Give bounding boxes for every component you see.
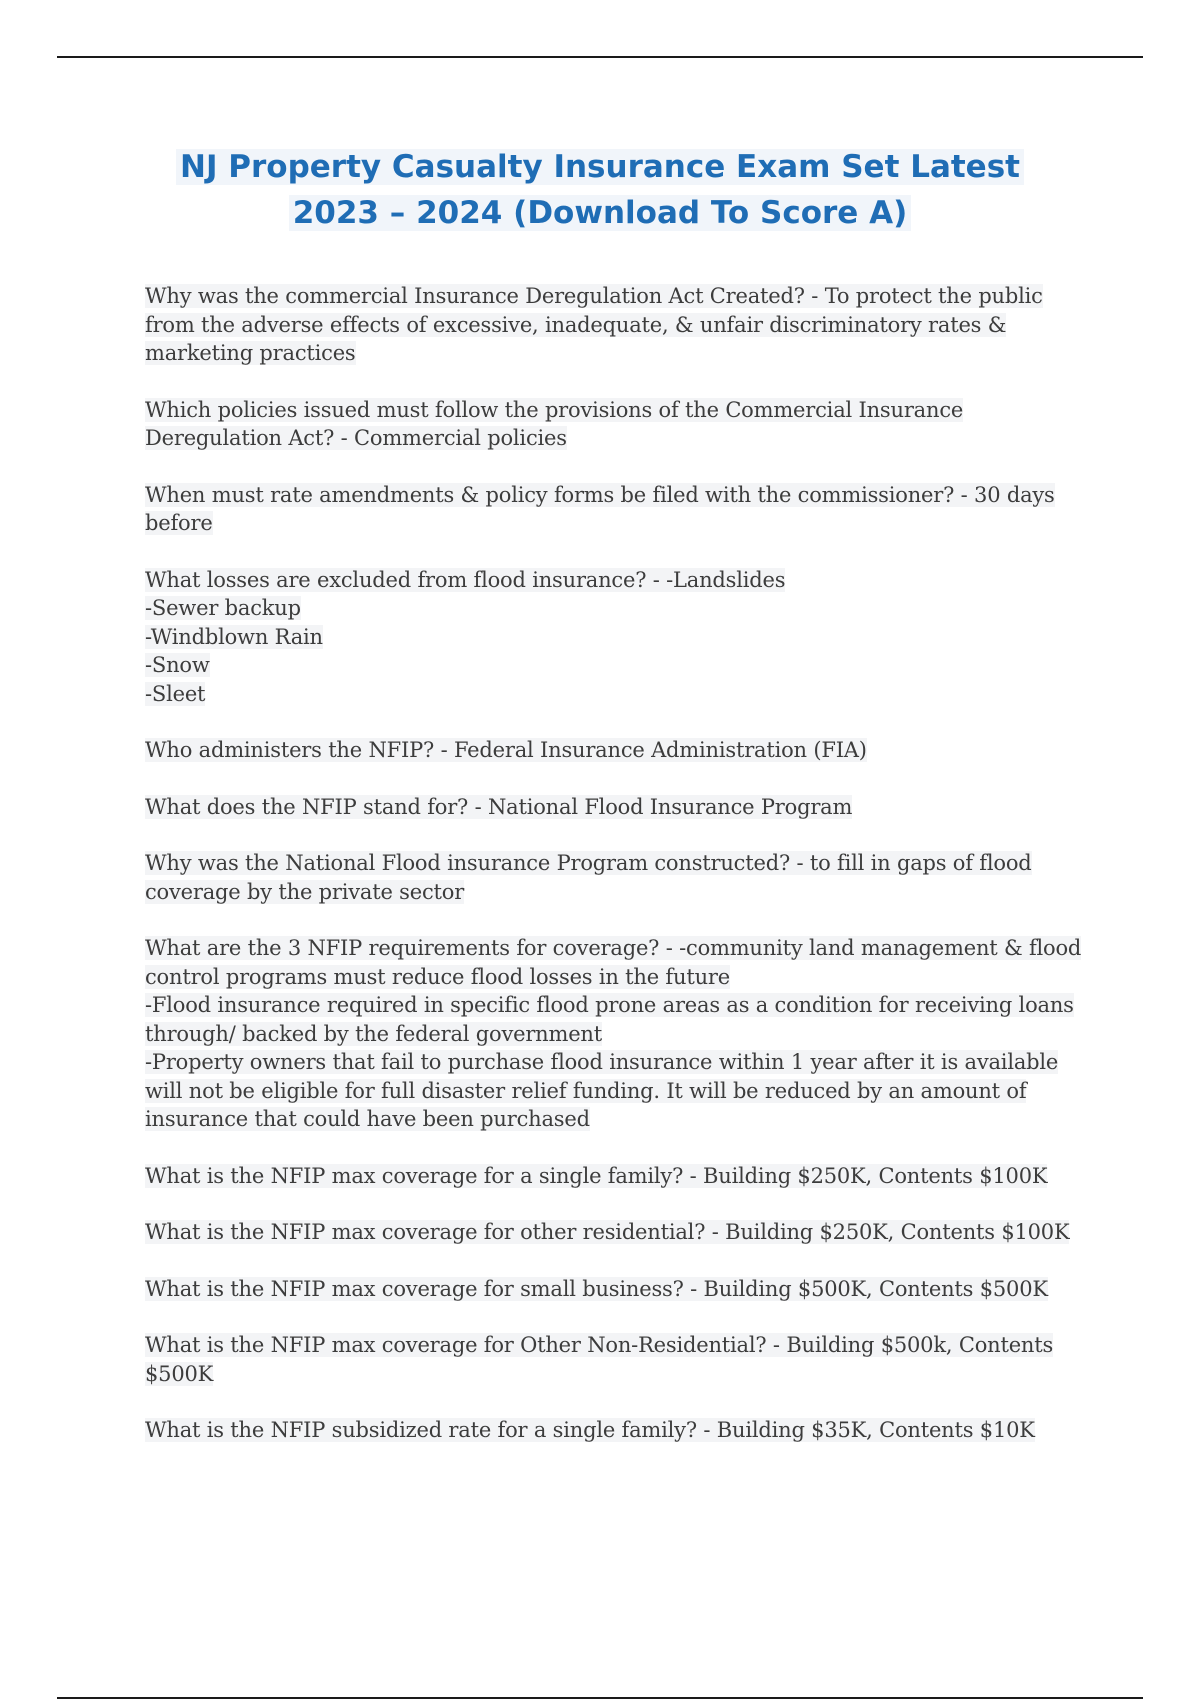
question-text: What is the NFIP max coverage for small business? bbox=[145, 1276, 684, 1301]
question-text: Which policies issued must follow the provisions of the Commercial Insurance Deregulation Act? bbox=[145, 397, 964, 450]
answer-line: -community land management & flood control programs must reduce flood losses in the future bbox=[145, 936, 1082, 989]
answer-line: -Sleet bbox=[145, 681, 206, 706]
qa-separator: - bbox=[705, 1220, 726, 1244]
answer-text: Building $35K, Contents $10K bbox=[716, 1418, 1035, 1442]
answer-line: -Snow bbox=[145, 653, 210, 677]
qa-item bbox=[145, 793, 1085, 822]
bottom-rule bbox=[57, 1697, 1143, 1699]
qa-item bbox=[145, 849, 1085, 906]
qa-separator: - bbox=[683, 1163, 704, 1188]
qa-line bbox=[145, 651, 1085, 680]
question-text: Who administers the NFIP? bbox=[145, 738, 435, 762]
title-line-2: 2023 – 2024 (Download To Score A) bbox=[289, 195, 912, 231]
question-text: Why was the commercial Insurance Deregulation Act Created? bbox=[145, 284, 805, 308]
qa-item bbox=[145, 566, 1085, 709]
qa-item bbox=[145, 1218, 1085, 1247]
qa-separator: - bbox=[804, 284, 825, 308]
qa-item bbox=[145, 481, 1085, 538]
question-text: What does the NFIP stand for? bbox=[145, 794, 469, 819]
qa-item bbox=[145, 1416, 1085, 1445]
title-line-1: NJ Property Casualty Insurance Exam Set Latest bbox=[176, 149, 1024, 185]
qa-item bbox=[145, 396, 1085, 453]
qa-separator: - bbox=[766, 1333, 787, 1357]
answer-text: Building $250K, Contents $100K bbox=[725, 1220, 1070, 1244]
qa-line bbox=[145, 594, 1085, 623]
qa-item bbox=[145, 934, 1085, 1134]
qa-separator: - bbox=[646, 567, 667, 592]
question-text: What is the NFIP max coverage for a single family? bbox=[145, 1163, 684, 1188]
answer-text: Federal Insurance Administration (FIA) bbox=[453, 738, 867, 762]
qa-item bbox=[145, 282, 1085, 368]
qa-separator: - bbox=[334, 426, 355, 450]
qa-item bbox=[145, 1331, 1085, 1388]
qa-separator: - bbox=[696, 1418, 717, 1442]
qa-line bbox=[145, 991, 1085, 1048]
qa-separator: - bbox=[954, 482, 975, 507]
answer-text: 30 days before bbox=[145, 482, 1055, 535]
question-text: What losses are excluded from flood insurance? bbox=[145, 567, 647, 592]
document-title bbox=[100, 144, 1100, 236]
answer-text: Building $500K, Contents $500K bbox=[703, 1276, 1048, 1301]
answer-text: National Flood Insurance Program bbox=[487, 794, 853, 819]
qa-line bbox=[145, 566, 1085, 595]
question-text: Why was the National Flood insurance Program constructed? bbox=[145, 851, 791, 875]
qa-item bbox=[145, 1275, 1085, 1304]
answer-text: Building $500k, Contents $500K bbox=[145, 1333, 1054, 1386]
answer-text: To protect the public from the adverse effects of excessive, inadequate, & unfair discriminatory rates & marketing practices bbox=[145, 284, 1043, 365]
question-text: When must rate amendments & policy forms be filed with the commissioner? bbox=[145, 482, 955, 507]
qa-separator: - bbox=[434, 738, 454, 762]
qa-line bbox=[145, 934, 1085, 991]
question-text: What is the NFIP max coverage for Other Non-Residential? bbox=[145, 1333, 767, 1357]
answer-line: -Property owners that fail to purchase flood insurance within 1 year after it is available will not be eligible for full disaster relief funding. It will be reduced by an amount of insurance that could have been purchased bbox=[145, 1050, 1059, 1131]
qa-separator: - bbox=[659, 936, 680, 960]
question-text: What is the NFIP subsidized rate for a single family? bbox=[145, 1418, 697, 1442]
qa-item bbox=[145, 736, 1085, 765]
qa-separator: - bbox=[683, 1276, 704, 1301]
answer-line: -Sewer backup bbox=[145, 596, 301, 620]
question-text: What are the 3 NFIP requirements for coverage? bbox=[145, 936, 660, 960]
qa-separator: - bbox=[468, 794, 488, 819]
question-text: What is the NFIP max coverage for other residential? bbox=[145, 1220, 706, 1244]
qa-separator: - bbox=[790, 851, 810, 875]
qa-line bbox=[145, 623, 1085, 652]
answer-line: -Flood insurance required in specific flood prone areas as a condition for receiving loans through/ backed by the federal government bbox=[145, 993, 1074, 1046]
answer-text: to fill in gaps of flood coverage by the private sector bbox=[145, 851, 1032, 904]
qa-line bbox=[145, 680, 1085, 709]
top-rule bbox=[57, 56, 1143, 58]
qa-line bbox=[145, 1048, 1085, 1134]
qa-list bbox=[145, 282, 1085, 1473]
answer-line: -Landslides bbox=[666, 567, 786, 592]
answer-text: Commercial policies bbox=[354, 426, 567, 450]
answer-line: -Windblown Rain bbox=[145, 624, 323, 649]
answer-text: Building $250K, Contents $100K bbox=[703, 1163, 1048, 1188]
qa-item bbox=[145, 1162, 1085, 1191]
